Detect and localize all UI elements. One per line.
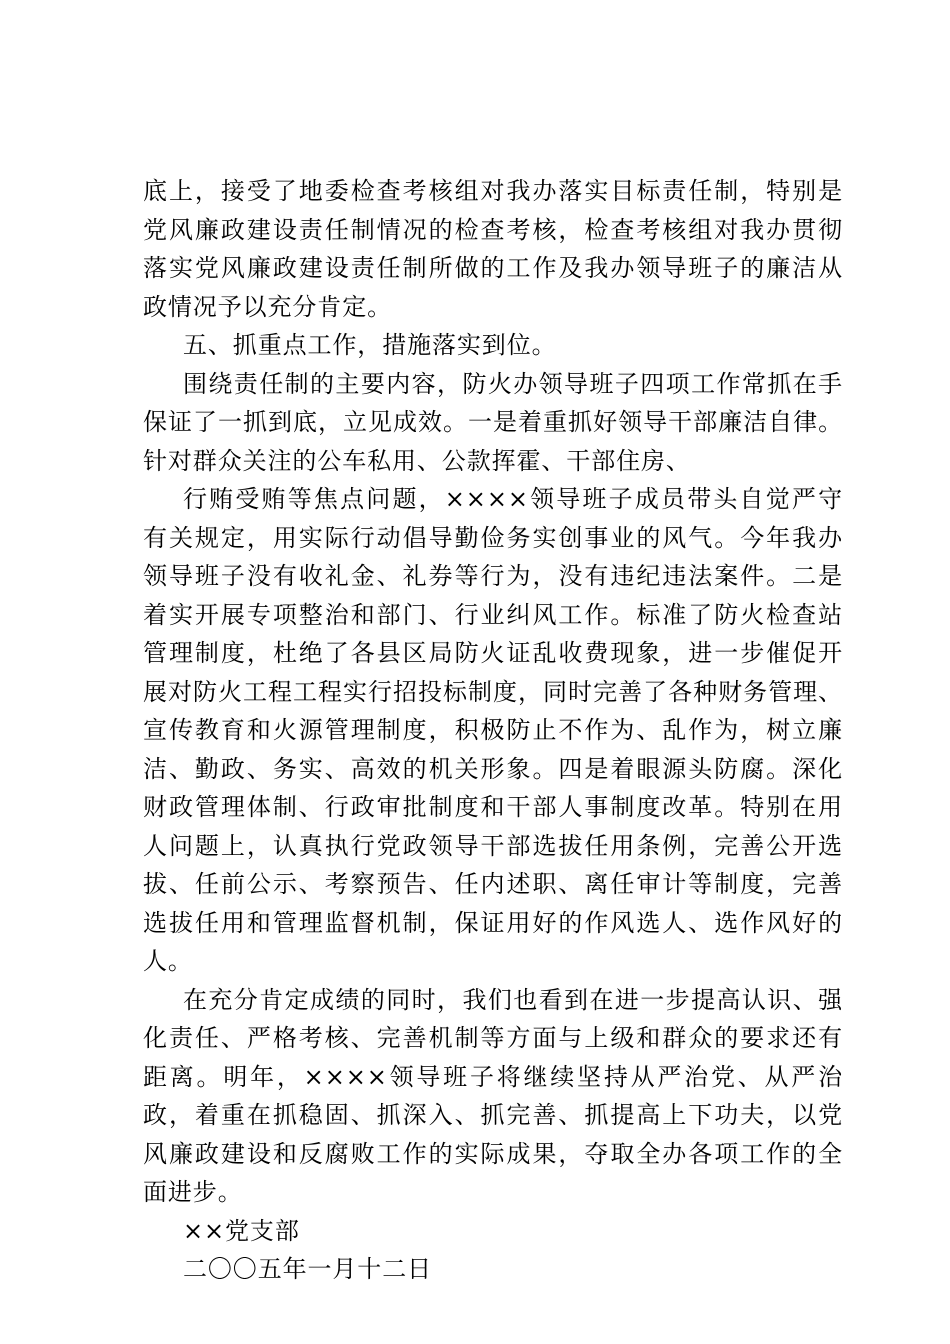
text-line: 底上，接受了地委检查考核组对我办落实目标责任制，特别是 — [143, 177, 843, 205]
text-line: 财政管理体制、行政审批制度和干部人事制度改革。特别在用 — [143, 793, 843, 821]
text-line: 风廉政建设和反腐败工作的实际成果，夺取全办各项工作的全 — [143, 1139, 843, 1168]
text-line: 面进步。 — [143, 1178, 243, 1206]
signature-organization: ××党支部 — [183, 1216, 300, 1245]
section-heading: 五、抓重点工作，措施落实到位。 — [183, 331, 557, 359]
text-line: 在充分肯定成绩的同时，我们也看到在进一步提高认识、强 — [183, 985, 843, 1014]
text-line: 政情况予以充分肯定。 — [143, 292, 392, 321]
text-line: 政，着重在抓稳固、抓深入、抓完善、抓提高上下功夫，以党 — [143, 1101, 843, 1129]
signature-date: 二〇〇五年一月十二日 — [183, 1255, 432, 1283]
text-line: 针对群众关注的公车私用、公款挥霍、干部住房、 — [143, 446, 691, 475]
text-line: 宣传教育和火源管理制度，积极防止不作为、乱作为，树立廉 — [143, 716, 843, 744]
text-line: 党风廉政建设责任制情况的检查考核，检查考核组对我办贯彻 — [143, 215, 843, 244]
text-line: 落实党风廉政建设责任制所做的工作及我办领导班子的廉洁从 — [143, 254, 843, 282]
text-line: 人问题上，认真执行党政领导干部选拔任用条例，完善公开选 — [143, 831, 843, 860]
text-line: 围绕责任制的主要内容，防火办领导班子四项工作常抓在手 — [183, 369, 843, 398]
text-line: 距离。明年，××××领导班子将继续坚持从严治党、从严治 — [143, 1062, 843, 1091]
text-line: 着实开展专项整治和部门、行业纠风工作。标准了防火检查站 — [143, 600, 843, 629]
text-line: 洁、勤政、务实、高效的机关形象。四是着眼源头防腐。深化 — [143, 754, 843, 783]
text-line: 展对防火工程工程实行招投标制度，同时完善了各种财务管理、 — [143, 677, 843, 706]
text-line: 管理制度，杜绝了各县区局防火证乱收费现象，进一步催促开 — [143, 639, 843, 667]
text-line: 拔、任前公示、考察预告、任内述职、离任审计等制度，完善 — [143, 870, 843, 898]
document-body — [143, 172, 843, 1289]
text-line: 化责任、严格考核、完善机制等方面与上级和群众的要求还有 — [143, 1024, 843, 1052]
text-line: 保证了一抓到底，立见成效。一是着重抓好领导干部廉洁自律。 — [143, 408, 843, 436]
text-line: 选拔任用和管理监督机制，保证用好的作风选人、选作风好的 — [143, 908, 843, 937]
text-line: 人。 — [143, 947, 193, 975]
text-line: 有关规定，用实际行动倡导勤俭务实创事业的风气。今年我办 — [143, 523, 843, 552]
text-line: 领导班子没有收礼金、礼券等行为，没有违纪违法案件。二是 — [143, 562, 843, 590]
text-line: 行贿受贿等焦点问题，××××领导班子成员带头自觉严守 — [183, 485, 843, 513]
